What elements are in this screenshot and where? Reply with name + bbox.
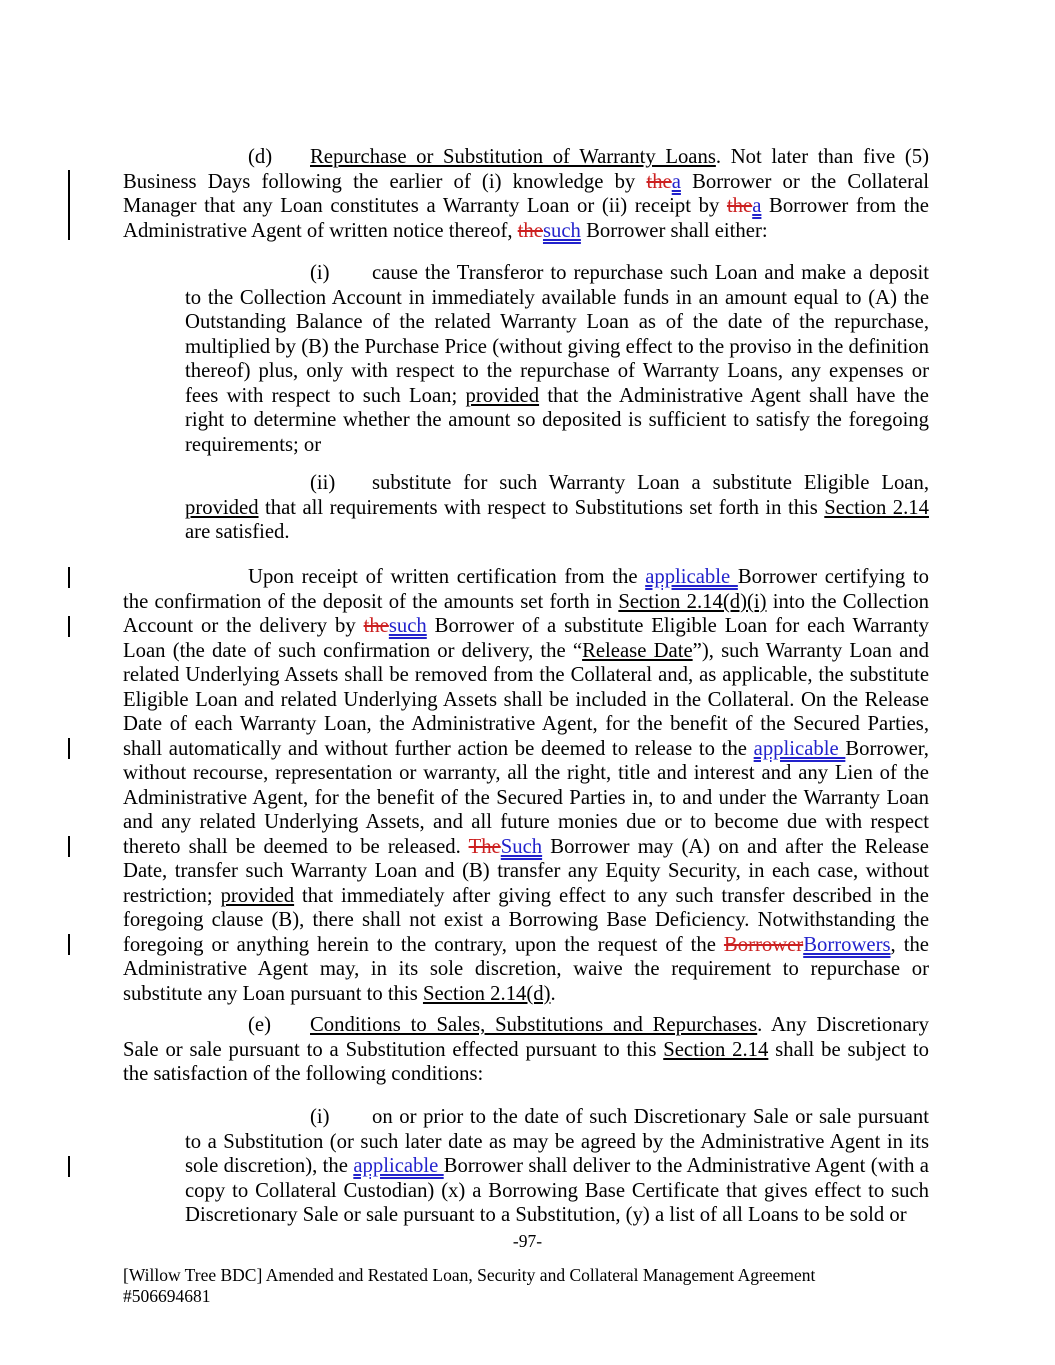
deleted-text: the bbox=[646, 170, 672, 193]
text-run: Borrower certifying to the confirmation of the deposit of the amounts set forth in bbox=[123, 566, 929, 613]
text-run: that all requirements with respect to Substitutions set forth in this bbox=[258, 496, 825, 519]
text-run: Borrower may (A) on and after the Release Date, transfer such Warranty Loan and (B) transfer any Equity Security, in each case, without restriction; bbox=[123, 835, 929, 907]
inserted-text: a bbox=[671, 170, 681, 193]
footer-line-doc-id: #506694681 bbox=[123, 1286, 211, 1306]
paragraph-d-i bbox=[185, 261, 929, 457]
change-bar bbox=[68, 934, 70, 955]
text-run: that immediately after giving effect to any such transfer described in the foregoing clause (B), there shall not exist a Borrowing Base Deficiency. Notwithstanding the foregoing or anything herein to the contrary, upon the request of the bbox=[123, 884, 929, 956]
deleted-text: the bbox=[363, 615, 389, 637]
text-run: . Not later than five (5) Business Days following the earlier of (i) knowledge by bbox=[123, 146, 929, 193]
change-bar bbox=[68, 738, 70, 759]
text-run: . Any Discretionary Sale or sale pursuant to a Substitution effected pursuant to this bbox=[123, 1014, 929, 1061]
text-run: Borrower, without recourse, representation or warranty, all the right, title and interest and any Lien of the Administrative Agent, for the benefit of the Secured Parties in, to and under the Warranty Loan and any related Underlying Assets, and all future monies due or to become due with respect thereto shall be deemed to be released. bbox=[123, 737, 929, 858]
deleted-text: the bbox=[726, 195, 753, 217]
inserted-text: applicable bbox=[753, 737, 846, 760]
underlined-text: provided bbox=[220, 884, 295, 907]
underlined-text: Repurchase or Substitution of Warranty Loans bbox=[310, 146, 716, 168]
footer-line-title: [Willow Tree BDC] Amended and Restated Loan, Security and Collateral Management Agreement bbox=[123, 1265, 816, 1285]
text-run: shall be subject to the satisfaction of the following conditions: bbox=[123, 1038, 929, 1085]
inserted-text: such bbox=[388, 615, 427, 637]
underlined-text: provided bbox=[465, 384, 540, 407]
text-run: that the Administrative Agent shall have the right to determine whether the amount so deposited is sufficient to satisfy the foregoing requirements; or bbox=[185, 384, 929, 456]
paragraph-e-i bbox=[185, 1105, 929, 1228]
inserted-text: applicable bbox=[353, 1155, 444, 1177]
change-bar bbox=[68, 616, 70, 637]
deleted-text: Borrower bbox=[723, 933, 804, 956]
text-run: on or prior to the date of such Discretionary Sale or sale pursuant to a Substitution (or such later date as may be agreed by the Administrative Agent in its sole discretion), the bbox=[185, 1106, 929, 1177]
underlined-text: Section 2.14 bbox=[663, 1038, 769, 1061]
text-run: cause the Transferor to repurchase such Loan and make a deposit to the Collection Account in immediately available funds in an amount equal to (A) the Outstanding Balance of the related Warranty Loan as of the date of the repurchase, multiplied by (B) the Purchase Price (without giving effect to the proviso in the definition thereof) plus, only with respect to the repurchase of Warranty Loans, any expenses or fees with respect to such Loan; bbox=[185, 262, 929, 407]
paragraph-release-date bbox=[123, 565, 929, 1006]
underlined-text: Section 2.14 bbox=[824, 496, 929, 519]
inserted-text: such bbox=[542, 219, 581, 242]
text-run: . bbox=[550, 982, 556, 1005]
text-run: , the Administrative Agent may, in its sole discretion, waive the requirement to repurchase or substitute any Loan pursuant to this bbox=[123, 933, 929, 1005]
text-run: ”), such Warranty Loan and related Underlying Assets shall be removed from the Collateral and, as applicable, the substitute Eligible Loan and related Underlying Assets shall be included in the Collateral. On the Release Date of each Warranty Loan, the Administrative Agent, for the benefit of the Secured Parties, shall automatically and without further action be deemed to release to the bbox=[123, 639, 929, 760]
inserted-text: a bbox=[752, 195, 762, 217]
paragraph-d bbox=[123, 145, 929, 243]
underlined-text: Section 2.14(d)(i) bbox=[618, 590, 767, 613]
text-run: are satisfied. bbox=[185, 521, 290, 543]
inserted-text: Such bbox=[500, 835, 543, 858]
text-run: Borrower of a substitute Eligible Loan for each Warranty Loan (the date of such confirmation or delivery, the “ bbox=[123, 615, 929, 662]
change-bar bbox=[68, 567, 70, 588]
inserted-text: applicable bbox=[645, 566, 738, 588]
paragraph-label: (d) bbox=[248, 146, 273, 168]
text-run: Borrower shall deliver to the Administrative Agent (with a copy to Collateral Custodian) (x) a Borrowing Base Certificate that gives effect to such Discretionary Sale or sale pursuant to a Substitution, (y) a list of all Loans to be sold or bbox=[185, 1155, 929, 1226]
deleted-text: The bbox=[468, 835, 501, 858]
paragraph-label: (i) bbox=[310, 1106, 330, 1128]
paragraph-label: (e) bbox=[248, 1014, 271, 1036]
text-run: substitute for such Warranty Loan a substitute Eligible Loan, bbox=[372, 472, 929, 494]
text-run: Borrower or the Collateral Manager that any Loan constitutes a Warranty Loan or (ii) receipt by bbox=[123, 170, 929, 217]
text-run: Borrower shall either: bbox=[580, 219, 768, 242]
change-bar bbox=[68, 836, 70, 857]
underlined-text: Release Date bbox=[582, 639, 693, 662]
underlined-text: Section 2.14(d) bbox=[422, 982, 551, 1005]
text-run: into the Collection Account or the delivery by bbox=[123, 590, 929, 637]
underlined-text: provided bbox=[185, 496, 259, 519]
underlined-text: Conditions to Sales, Substitutions and Repurchases bbox=[310, 1014, 758, 1036]
inserted-text: Borrowers bbox=[803, 933, 891, 956]
change-bar bbox=[68, 1156, 70, 1177]
page-number: -97- bbox=[512, 1231, 543, 1251]
paragraph-label: (ii) bbox=[310, 472, 336, 494]
paragraph-d-ii bbox=[185, 471, 929, 545]
change-bar bbox=[68, 170, 70, 240]
text-run: Upon receipt of written certification from the bbox=[248, 566, 646, 588]
paragraph-label: (i) bbox=[310, 262, 330, 284]
text-run: Borrower from the Administrative Agent of written notice thereof, bbox=[123, 195, 929, 242]
deleted-text: the bbox=[517, 219, 543, 242]
paragraph-e bbox=[123, 1013, 929, 1087]
document-footer bbox=[123, 1265, 929, 1307]
